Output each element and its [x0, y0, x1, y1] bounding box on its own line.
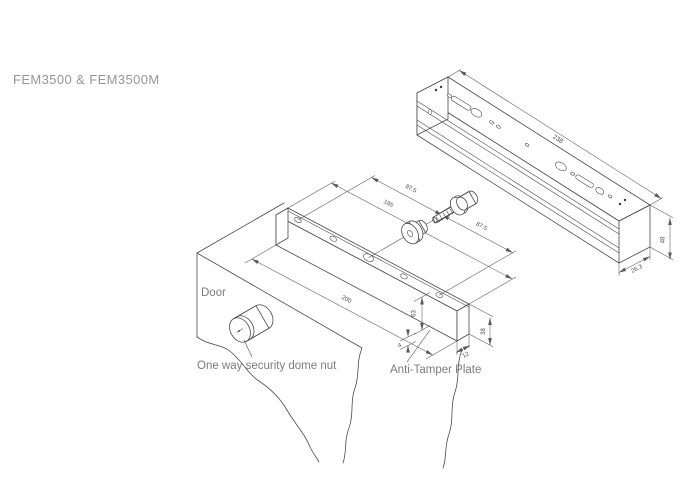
- dim-text-12: 12: [461, 351, 471, 360]
- door-break-line-bottom: [197, 337, 319, 462]
- fixing-bolt: [431, 189, 480, 224]
- door-label: Door: [201, 287, 226, 299]
- dome-nut-leader: [244, 340, 252, 357]
- maglock-body: [417, 77, 650, 263]
- anti-tamper-plate: [276, 208, 469, 341]
- dim-text-200: 200: [340, 294, 353, 305]
- dim-text-87-5-left: 87.5: [404, 183, 418, 195]
- anti-tamper-leader: [407, 330, 430, 362]
- dim-text-238: 238: [551, 133, 565, 146]
- dim-text-38: 38: [481, 328, 487, 335]
- dim-text-63: 63: [411, 310, 418, 317]
- page-title: FEM3500 & FEM3500M: [13, 72, 160, 87]
- anti-tamper-label: Anti-Tamper Plate: [390, 364, 482, 376]
- dim-maglock-depth: [619, 247, 650, 276]
- dim-text-87-5-right: 87.5: [474, 221, 488, 233]
- door-break-line-left: [343, 348, 362, 463]
- dim-text-4: 4: [397, 342, 403, 350]
- dome-nut: [225, 301, 277, 346]
- dim-maglock-height: [650, 205, 673, 260]
- maglock-side-hole: [428, 110, 432, 115]
- dim-text-26-3: 26.3: [630, 264, 644, 275]
- dim-text-185: 185: [382, 199, 394, 210]
- dim-text-48: 48: [660, 236, 667, 244]
- dome-nut-label: One way security dome nut: [197, 360, 337, 372]
- grommet-washer: [398, 218, 429, 247]
